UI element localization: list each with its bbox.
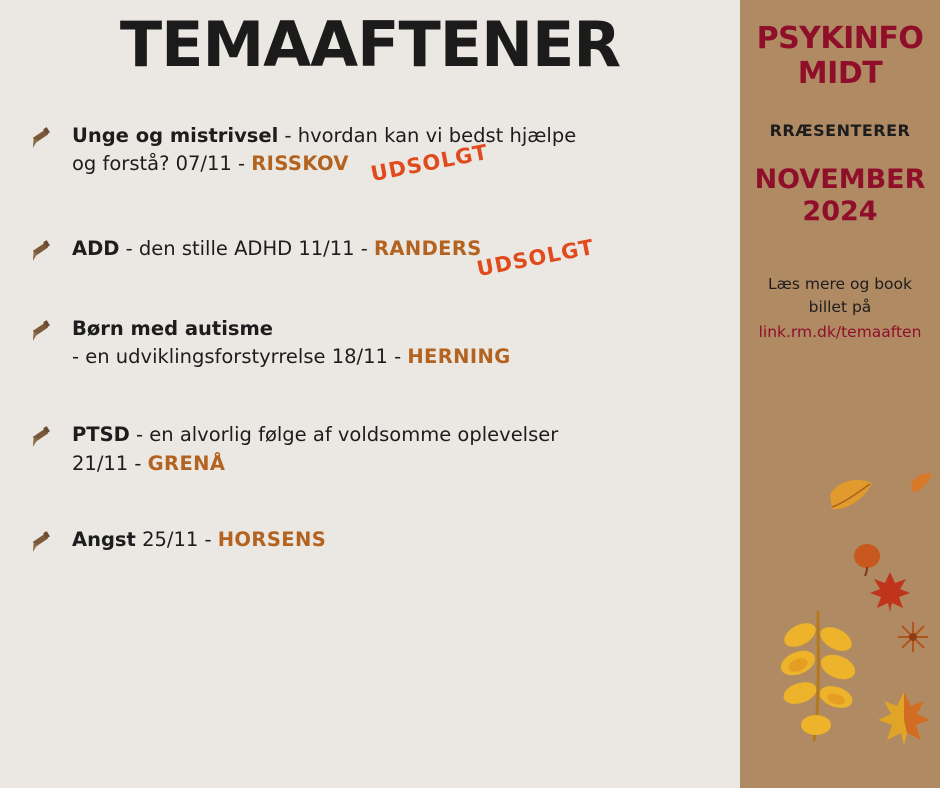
event-title: Børn med autisme <box>72 316 274 340</box>
rowan-leaf-icon <box>770 605 865 745</box>
booking-line1: Læs mere og book <box>767 274 913 293</box>
leaf-icon <box>908 470 934 496</box>
event-desc: - den stille ADHD 11/11 - <box>119 236 374 260</box>
list-item <box>26 234 740 281</box>
pushpin-icon <box>28 124 56 150</box>
event-title: Unge og mistrivsel <box>72 124 279 147</box>
event-place: RISSKOV <box>251 152 349 176</box>
leaf-icon <box>826 475 876 515</box>
event-list <box>0 122 740 554</box>
sidebar <box>740 0 940 788</box>
event-title: Angst <box>72 527 136 551</box>
list-item <box>26 526 740 554</box>
event-date: og forstå? 07/11 - <box>72 152 252 176</box>
event-place: HORSENS <box>217 527 327 551</box>
presents-label: RRÆSENTERER <box>769 121 911 140</box>
event-place: GRENÅ <box>147 451 226 475</box>
event-title: ADD <box>72 236 120 260</box>
maple-leaf-icon <box>868 570 912 614</box>
pushpin-icon <box>28 317 56 343</box>
pushpin-icon <box>28 528 56 554</box>
year-label: 2024 <box>802 196 878 228</box>
status-badge-soldout: UDSOLGT <box>474 234 597 281</box>
event-date: 21/11 - <box>72 451 148 475</box>
month-label: NOVEMBER <box>754 164 926 195</box>
event-place: HERNING <box>407 345 511 369</box>
status-badge-soldout: UDSOLGT <box>368 139 491 187</box>
event-desc: 25/11 - <box>135 527 218 551</box>
list-item <box>26 122 740 187</box>
event-desc: - en alvorlig følge af voldsomme oplevelser <box>129 423 559 447</box>
booking-link[interactable]: link.rm.dk/temaaften <box>758 323 922 342</box>
brand-line1: PSYKINFO <box>756 21 924 56</box>
event-desc-line2 <box>72 343 740 371</box>
brand-line2: MIDT <box>797 55 883 91</box>
maple-leaf-icon <box>876 690 932 748</box>
event-place: RANDERS <box>373 236 482 260</box>
brand-title <box>740 22 940 91</box>
seed-pod-icon <box>896 620 930 654</box>
pushpin-icon <box>28 237 56 263</box>
list-item <box>26 315 740 372</box>
event-date: - en udviklingsforstyrrelse 18/11 - <box>72 345 408 369</box>
event-desc: - hvordan kan vi bedst hjælpe <box>278 124 577 147</box>
list-item <box>26 421 740 478</box>
booking-line2: billet på <box>808 298 872 317</box>
page-title: TEMAAFTENER <box>119 8 621 81</box>
event-desc-line2 <box>72 450 740 478</box>
event-title: PTSD <box>72 423 130 447</box>
pushpin-icon <box>28 423 56 449</box>
booking-info <box>740 273 940 345</box>
